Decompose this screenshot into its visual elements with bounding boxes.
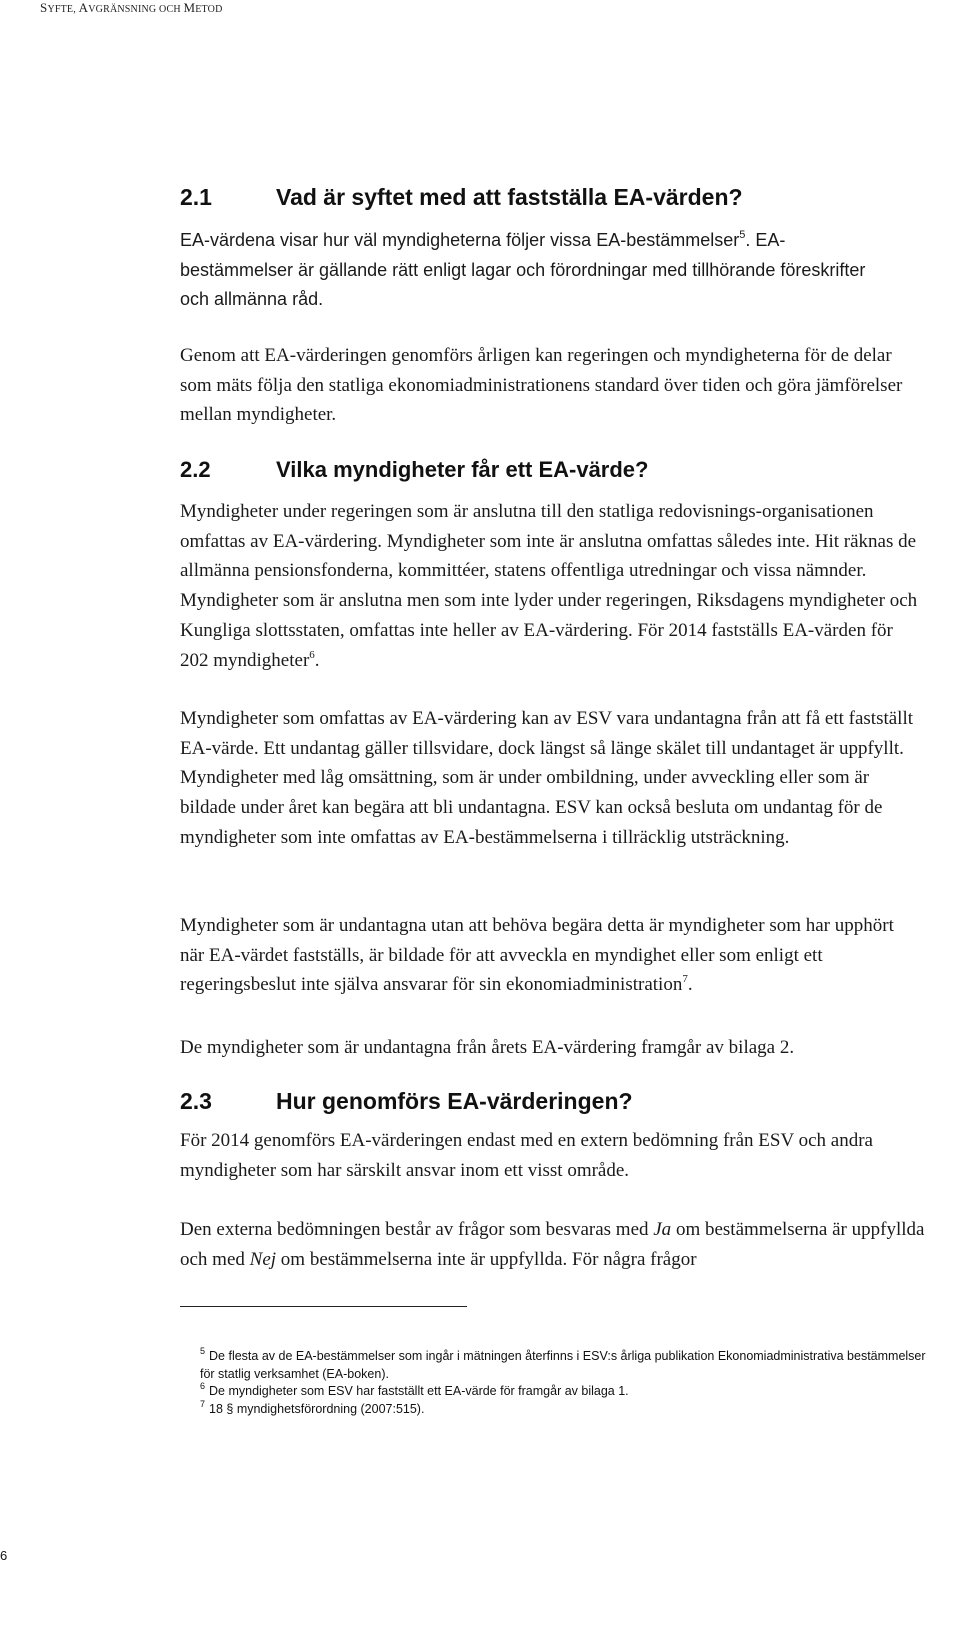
paragraph-2-2-1: Myndigheter under regeringen som är anslutna till den statliga redovisnings-organisationen omfattas av EA-värdering. Myndigheter som inte är anslutna omfattas således inte. Hit räknas de allmänna pensionsfonderna, kommittéer, statens offentliga utredningar och vissa nämnder. Myndigheter som är anslutna men som inte lyder under regeringen, Riksdagens myndigheter och Kungliga slottsstaten, omfattas inte heller av EA-värdering. För 2014 fastställs EA-värden för 202 myndigheter$^6$. xyxy=(180,501,918,671)
footnote-7: $^7$ 18 § myndighetsförordning (2007:515). xyxy=(200,1398,425,1416)
paragraph-2-2-2: Myndigheter som omfattas av EA-värdering kan av ESV vara undantagna från att få ett fastställt EA-värde. Ett undantag gäller tillsvidare, dock längst så länge skälet till undantaget är uppfyllt. Myndigheter med låg omsättning, som är under ombildning, under avveckling eller som är bildade under året kan begära att bli undantagna. ESV kan också besluta om undantag för de myndigheter som inte omfattas av EA-bestämmelserna i tillräcklig utsträckning. xyxy=(180,708,914,848)
footnotes xyxy=(200,1348,930,1418)
paragraph-2-3-2: Den externa bedömningen består av frågor som besvaras med Ja om bestämmelserna är uppfyllda och med Nej om bestämmelserna inte är uppfyllda. För några frågor xyxy=(180,1219,925,1270)
paragraph-2-1-1: EA-värdena visar hur väl myndigheterna följer vissa EA-bestämmelser$^5$. EA-bestämmelser är gällande rätt enligt lagar och förordningar med tillhörande föreskrifter och allmänna råd. xyxy=(180,229,866,310)
footnote-ref-7[interactable]: 7 xyxy=(682,973,688,986)
section-heading-2-2: 2.2 Vilka myndigheter får ett EA-värde? xyxy=(180,457,649,482)
footnote-ref-6[interactable]: 6 xyxy=(309,648,315,661)
page-number: 6 xyxy=(0,1548,8,1563)
footnote-separator xyxy=(180,1306,467,1307)
footnote-6: $^6$ De myndigheter som ESV har fastställt ett EA-värde för framgår av bilaga 1. xyxy=(200,1381,629,1398)
section-heading-2-3: 2.3 Hur genomförs EA-värderingen? xyxy=(180,1088,633,1114)
footnote-ref-5[interactable]: 5 xyxy=(739,229,746,241)
paragraph-2-1-2: Genom att EA-värderingen genomförs årligen kan regeringen och myndigheterna för de delar som mäts följa den statliga ekonomiadministrationens standard över tiden och göra jämförelser mellan myndigheter. xyxy=(180,345,903,426)
paragraph-2-2-4: De myndigheter som är undantagna från årets EA-värdering framgår av bilaga 2. xyxy=(180,1037,795,1058)
paragraph-2-2-3: Myndigheter som är undantagna utan att behöva begära detta är myndigheter som har upphört när EA-värdet fastställs, är bildade för att avveckla en myndighet eller som enligt ett regeringsbeslut inte själva ansvarar för sin ekonomiadministration$^7$. xyxy=(180,915,894,996)
footnote-5: $^5$ De flesta av de EA-bestämmelser som ingår i mätningen återfinns i ESV:s årliga publikation Ekonomiadministrativa bestämmelser för statlig verksamhet (EA-boken). xyxy=(200,1346,926,1381)
paragraph-2-3-1: För 2014 genomförs EA-värderingen endast med en extern bedömning från ESV och andra myndigheter som har särskilt ansvar inom ett visst område. xyxy=(180,1130,873,1181)
running-header: SYFTE, AVGRÄNSNING OCH METOD xyxy=(40,0,223,15)
section-heading-2-1: 2.1 Vad är syftet med att fastställa EA-värden? xyxy=(180,184,743,210)
